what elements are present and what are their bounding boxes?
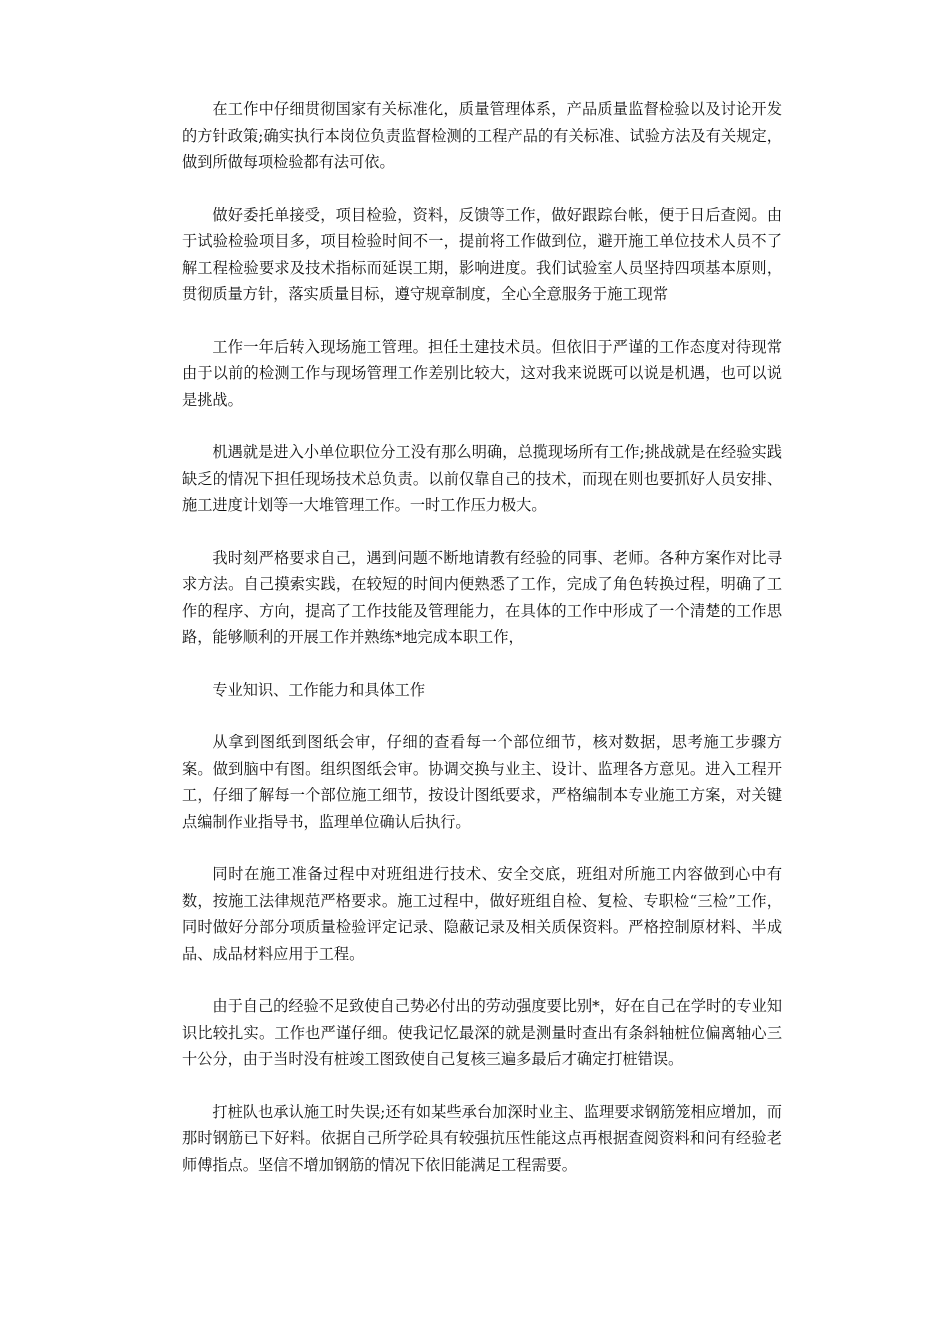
paragraph-7: 从拿到图纸到图纸会审，仔细的查看每一个部位细节，核对数据，思考施工步骤方案。做到脑中有图。组织图纸会审。协调交换与业主、设计、监理各方意见。进入工程开工，仔细了解每一个部位施工细节，按设计图纸要求，严格编制本专业施工方案，对关键点编制作业指导书，监理单位确认后执行。 (182, 733, 782, 831)
paragraph-8: 同时在施工准备过程中对班组进行技术、安全交底，班组对所施工内容做到心中有数，按施工法律规范严格要求。施工过程中，做好班组自检、复检、专职检“三检”工作，同时做好分部分项质量检验评定记录、隐蔽记录及相关质保资料。严格控制原材料、半成品、成品材料应用于工程。 (182, 865, 782, 963)
paragraph-3: 工作一年后转入现场施工管理。担任土建技术员。但依旧于严谨的工作态度对待现常由于以前的检测工作与现场管理工作差别比较大，这对我来说既可以说是机遇，也可以说是挑战。 (182, 337, 782, 409)
paragraph-1: 在工作中仔细贯彻国家有关标准化，质量管理体系，产品质量监督检验以及讨论开发的方针政策;确实执行本岗位负责监督检测的工程产品的有关标准、试验方法及有关规定，做到所做每项检验都有法可依。 (182, 100, 782, 171)
paragraph-2: 做好委托单接受，项目检验，资料，反馈等工作，做好跟踪台帐，便于日后查阅。由于试验检验项目多，项目检验时间不一，提前将工作做到位，避开施工单位技术人员不了解工程检验要求及技术指标而延误工期，影响进度。我们试验室人员坚持四项基本原则，贯彻质量方针，落实质量目标，遵守规章制度，全心全意服务于施工现常 (182, 205, 782, 303)
paragraph-5: 我时刻严格要求自己，遇到问题不断地请教有经验的同事、老师。各种方案作对比寻求方法。自己摸索实践，在较短的时间内便熟悉了工作，完成了角色转换过程，明确了工作的程序、方向，提高了工作技能及管理能力，在具体的工作中形成了一个清楚的工作思路，能够顺利的开展工作并熟练*地完成本职工作， (182, 548, 782, 646)
document-page (182, 96, 782, 1204)
paragraph-10: 打桩队也承认施工时失误;还有如某些承台加深时业主、监理要求钢筋笼相应增加，而那时钢筋已下好料。依据自己所学砼具有较强抗压性能这点再根据查阅资料和问有经验老师傅指点。坚信不增加钢筋的情况下依旧能满足工程需要。 (182, 1102, 782, 1174)
paragraph-4: 机遇就是进入小单位职位分工没有那么明确，总揽现场所有工作;挑战就是在经验实践缺乏的情况下担任现场技术总负责。以前仅靠自己的技术，而现在则也要抓好人员安排、施工进度计划等一大堆管理工作。一时工作压力极大。 (182, 443, 782, 514)
section-heading: 专业知识、工作能力和具体工作 (212, 680, 426, 699)
paragraph-9: 由于自己的经验不足致使自己势必付出的劳动强度要比别*，好在自己在学时的专业知识比较扎实。工作也严谨仔细。使我记忆最深的就是测量时查出有条斜轴桩位偏离轴心三十公分，由于当时没有桩竣工图致使自己复核三遍多最后才确定打桩错误。 (182, 997, 782, 1068)
